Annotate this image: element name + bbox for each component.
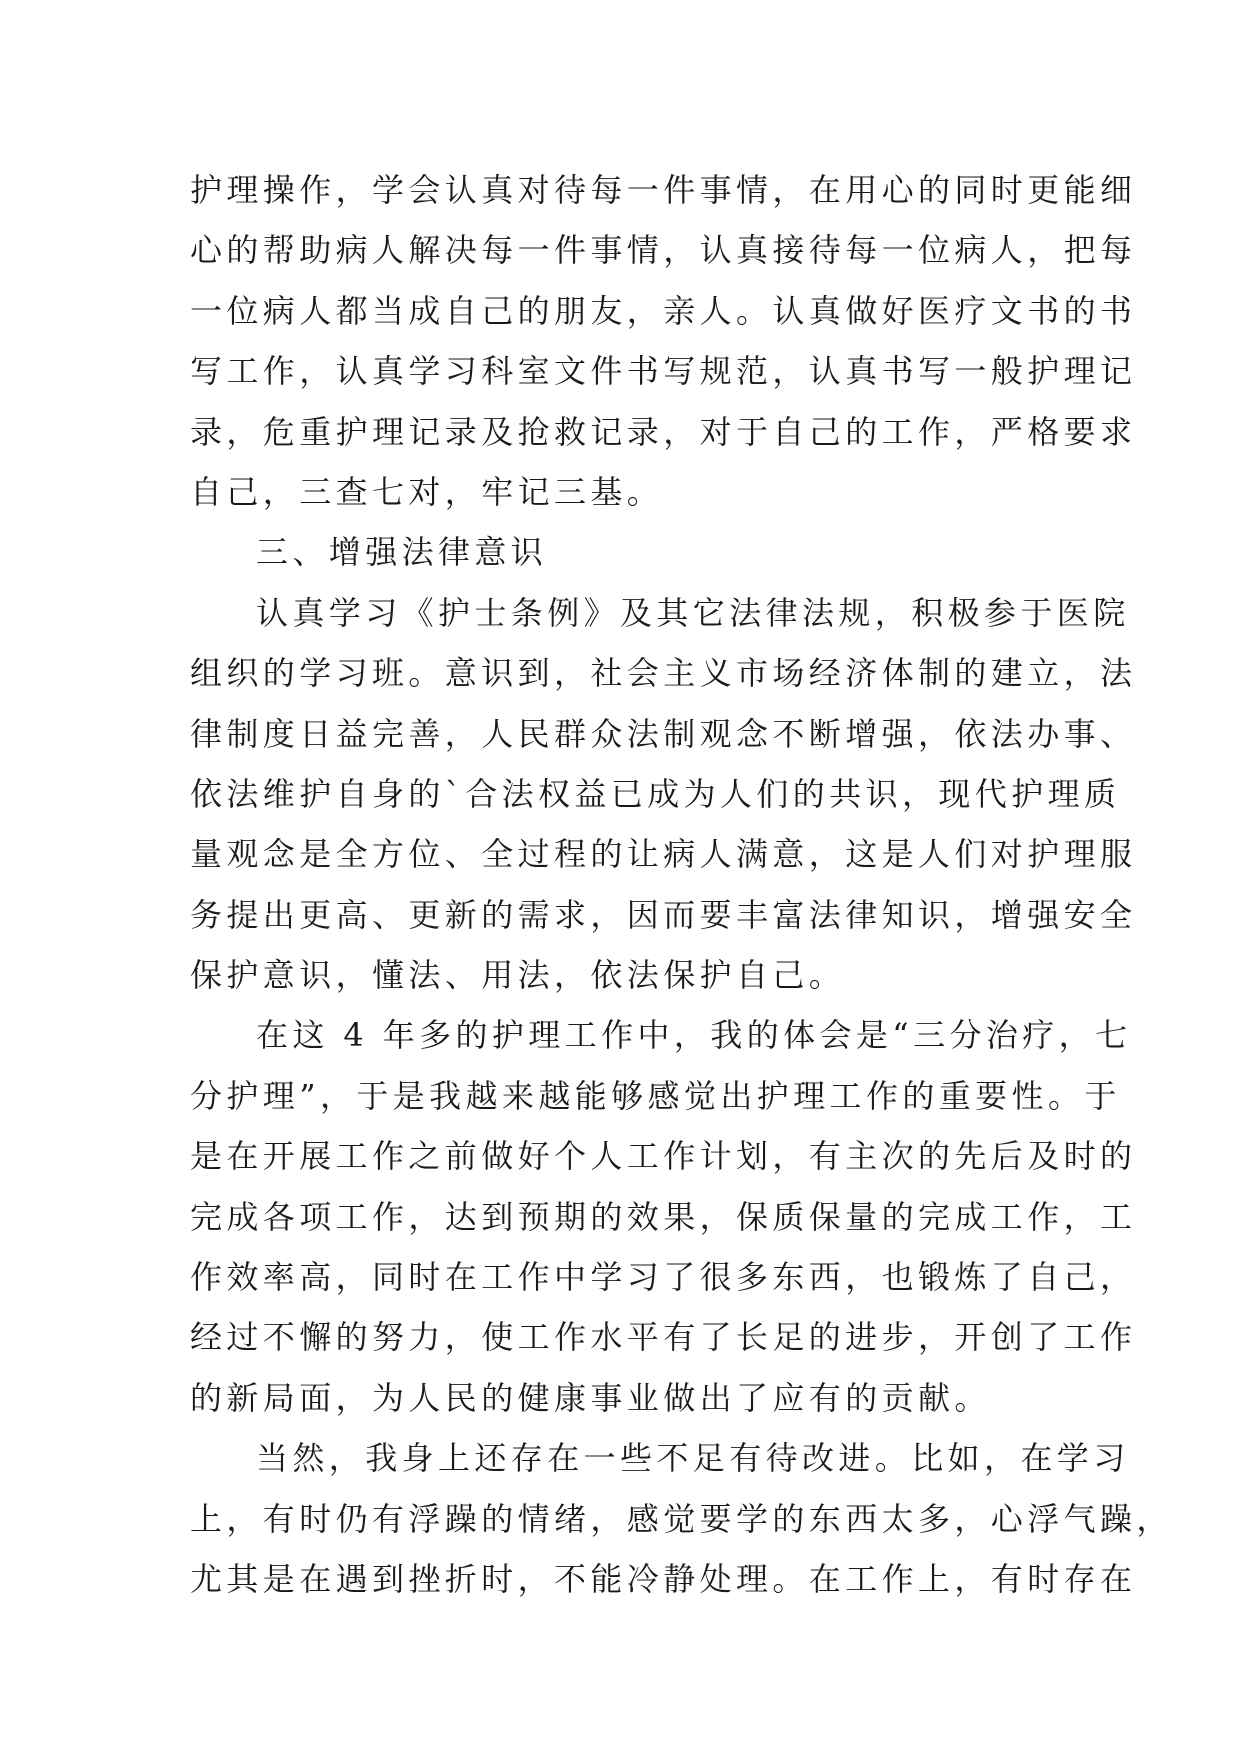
text-line: 上，有时仍有浮躁的情绪，感觉要学的东西太多，心浮气躁，	[190, 1499, 1173, 1538]
text-line: 依法维护自身的`合法权益已成为人们的共识，现代护理质	[190, 774, 1121, 813]
text-line: 律制度日益完善，人民群众法制观念不断增强，依法办事、	[190, 714, 1137, 753]
text-line: 尤其是在遇到挫折时，不能冷静处理。在工作上，有时存在	[190, 1559, 1137, 1598]
text-line: 量观念是全方位、全过程的让病人满意，这是人们对护理服	[190, 835, 1137, 874]
text-line: 在这 4 年多的护理工作中，我的体会是“三分治疗，七	[256, 1016, 1132, 1055]
text-line: 的新局面，为人民的健康事业做出了应有的贡献。	[190, 1378, 991, 1417]
text-line: 护理操作，学会认真对待每一件事情，在用心的同时更能细	[190, 171, 1137, 209]
text-line: 自己，三查七对，牢记三基。	[190, 472, 664, 511]
text-line: 写工作，认真学习科室文件书写规范，认真书写一般护理记	[190, 352, 1137, 391]
text-line: 录，危重护理记录及抢救记录，对于自己的工作，严格要求	[190, 412, 1137, 451]
text-line: 务提出更高、更新的需求，因而要丰富法律知识，增强安全	[190, 895, 1137, 934]
text-line: 认真学习《护士条例》及其它法律法规，积极参于医院	[256, 593, 1130, 632]
text-line: 保护意识，懂法、用法，依法保护自己。	[190, 956, 846, 995]
text-line: 经过不懈的努力，使工作水平有了长足的进步，开创了工作	[190, 1318, 1137, 1357]
text-line: 作效率高，同时在工作中学习了很多东西，也锻炼了自己，	[190, 1258, 1137, 1297]
text-line: 当然，我身上还存在一些不足有待改进。比如，在学习	[256, 1439, 1130, 1478]
text-line: 组织的学习班。意识到，社会主义市场经济体制的建立，法	[190, 654, 1137, 693]
text-line: 心的帮助病人解决每一件事情，认真接待每一位病人，把每	[190, 231, 1137, 270]
text-line: 三、增强法律意识	[256, 533, 548, 572]
text-line: 分护理”，于是我越来越能够感觉出护理工作的重要性。于	[190, 1076, 1121, 1115]
text-line: 一位病人都当成自己的朋友，亲人。认真做好医疗文书的书	[190, 291, 1137, 330]
text-line: 是在开展工作之前做好个人工作计划，有主次的先后及时的	[190, 1137, 1137, 1176]
document-body	[190, 160, 1173, 1609]
text-line: 完成各项工作，达到预期的效果，保质保量的完成工作，工	[190, 1197, 1137, 1236]
